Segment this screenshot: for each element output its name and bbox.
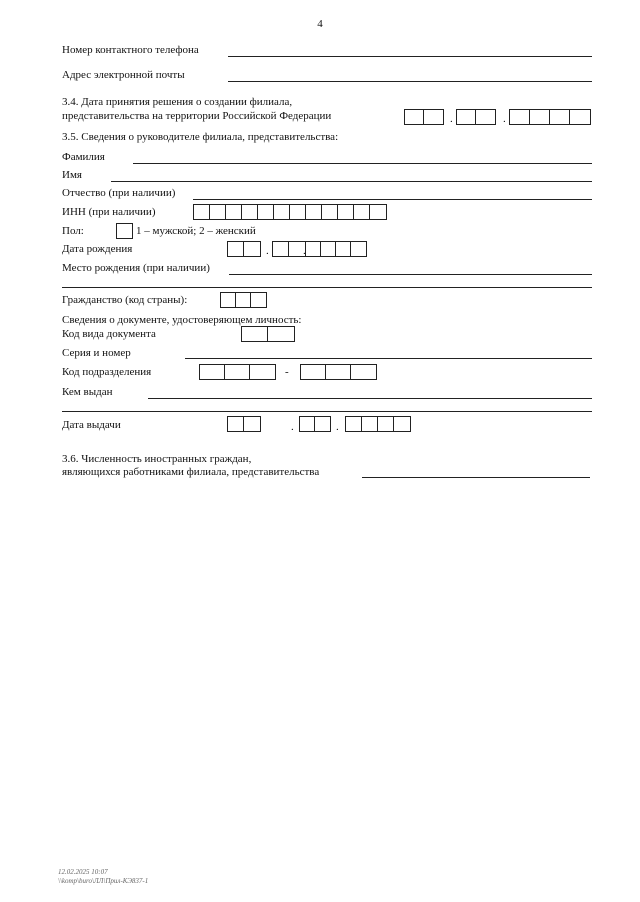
issued-by-label: Кем выдан bbox=[62, 386, 113, 398]
surname-label: Фамилия bbox=[62, 151, 105, 163]
birth-place-label: Место рождения (при наличии) bbox=[62, 262, 210, 274]
decision-day-boxes[interactable] bbox=[404, 109, 444, 125]
birth-year-boxes[interactable] bbox=[305, 241, 367, 257]
issue-date-dot-1: . bbox=[291, 421, 294, 433]
section-3-6-line2: являющихся работниками филиала, представительства bbox=[62, 466, 320, 478]
section-3-5-heading: 3.5. Сведения о руководителе филиала, представительства: bbox=[62, 131, 339, 143]
phone-label: Номер контактного телефона bbox=[62, 44, 199, 56]
id-document-heading: Сведения о документе, удостоверяющем личность: bbox=[62, 314, 302, 326]
section-3-6-line1: 3.6. Численность иностранных граждан, bbox=[62, 453, 252, 465]
issued-by-field-line[interactable] bbox=[148, 398, 592, 399]
series-number-field-line[interactable] bbox=[185, 358, 592, 359]
issue-day-boxes[interactable] bbox=[227, 416, 261, 432]
doc-type-boxes[interactable] bbox=[241, 326, 295, 342]
decision-date-dot-2: . bbox=[503, 113, 506, 125]
issue-date-label: Дата выдачи bbox=[62, 419, 121, 431]
patronymic-label: Отчество (при наличии) bbox=[62, 187, 176, 199]
birth-date-dot-2: . bbox=[303, 245, 306, 257]
sex-options-text: 1 – мужской; 2 – женский bbox=[136, 225, 256, 237]
division-code-boxes-2[interactable] bbox=[300, 364, 377, 380]
email-label: Адрес электронной почты bbox=[62, 69, 185, 81]
birth-date-dot-1: . bbox=[266, 245, 269, 257]
section-3-4-line1: 3.4. Дата принятия решения о создании филиала, bbox=[62, 96, 293, 108]
citizenship-boxes[interactable] bbox=[220, 292, 267, 308]
birth-place-field-line-2[interactable] bbox=[62, 287, 592, 288]
decision-year-boxes[interactable] bbox=[509, 109, 591, 125]
issued-by-field-line-2[interactable] bbox=[62, 411, 592, 412]
birth-month-boxes[interactable] bbox=[272, 241, 306, 257]
name-label: Имя bbox=[62, 169, 82, 181]
page-number: 4 bbox=[317, 18, 323, 30]
division-code-boxes-1[interactable] bbox=[199, 364, 276, 380]
series-number-label: Серия и номер bbox=[62, 347, 131, 359]
sex-box[interactable] bbox=[116, 223, 133, 239]
name-field-line[interactable] bbox=[111, 181, 592, 182]
inn-label: ИНН (при наличии) bbox=[62, 206, 156, 218]
issue-month-boxes[interactable] bbox=[299, 416, 331, 432]
issue-date-dot-2: . bbox=[336, 421, 339, 433]
division-code-dash: - bbox=[285, 366, 289, 378]
birth-date-label: Дата рождения bbox=[62, 243, 133, 255]
employee-count-field-line[interactable] bbox=[362, 477, 590, 478]
surname-field-line[interactable] bbox=[133, 163, 592, 164]
footer-timestamp: 12.02.2025 10:07 bbox=[58, 868, 108, 876]
citizenship-label: Гражданство (код страны): bbox=[62, 294, 188, 306]
issue-year-boxes[interactable] bbox=[345, 416, 411, 432]
sex-label: Пол: bbox=[62, 225, 84, 237]
decision-date-dot-1: . bbox=[450, 113, 453, 125]
phone-field-line[interactable] bbox=[228, 56, 592, 57]
footer-file-path: \\komp\buro\ЛЛ\Прил-КЭ837-1 bbox=[58, 877, 149, 885]
inn-boxes[interactable] bbox=[193, 204, 387, 220]
birth-day-boxes[interactable] bbox=[227, 241, 261, 257]
section-3-4-line2: представительства на территории Российской Федерации bbox=[62, 110, 332, 122]
doc-type-label: Код вида документа bbox=[62, 328, 156, 340]
patronymic-field-line[interactable] bbox=[193, 199, 592, 200]
birth-place-field-line[interactable] bbox=[229, 274, 592, 275]
decision-month-boxes[interactable] bbox=[456, 109, 496, 125]
email-field-line[interactable] bbox=[228, 81, 592, 82]
division-code-label: Код подразделения bbox=[62, 366, 152, 378]
